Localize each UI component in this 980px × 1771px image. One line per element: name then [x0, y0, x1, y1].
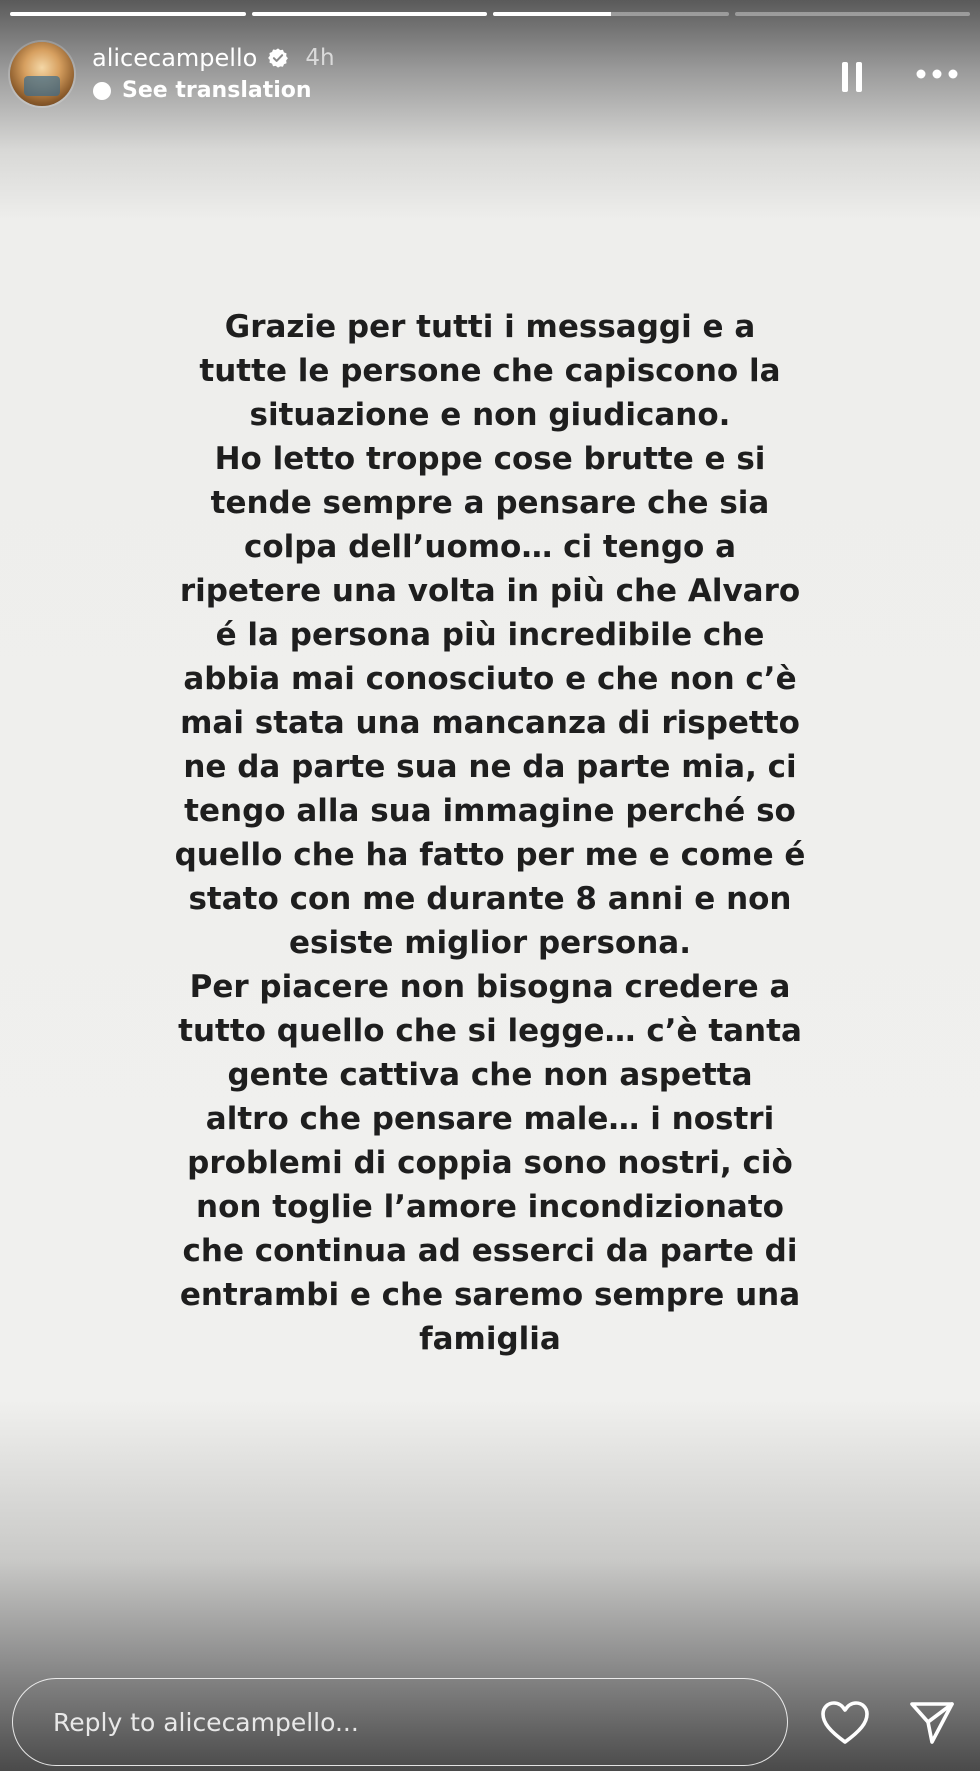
more-dots-icon[interactable]: [914, 64, 960, 84]
username[interactable]: alicecampello: [92, 44, 258, 72]
username-row: [92, 44, 335, 72]
progress-segment-3: [493, 12, 729, 16]
heart-icon[interactable]: [820, 1700, 870, 1746]
avatar[interactable]: [10, 42, 74, 106]
post-time: 4h: [305, 45, 335, 71]
send-icon[interactable]: [908, 1700, 956, 1746]
globe-icon: [92, 81, 112, 101]
pause-icon[interactable]: [840, 60, 864, 94]
story-text: Grazie per tutti i messaggi e a tutte le persone che capiscono la situazione e non giudicano. Ho letto troppe cose brutte e si tende sempre a pensare che sia colpa dell’uomo… ci tengo a ripetere una volta in più che Alvaro é la persona più incredibile che abbia mai conosciuto e che non c’è mai stata una mancanza di rispetto ne da parte sua ne da parte mia, ci tengo alla sua immagine perché so quello che ha fatto per me e come é stato con me durante 8 anni e non esiste miglior persona. Per piacere non bisogna credere a tutto quello che si legge… c’è tanta gente cattiva che non aspetta altro che pensare male… i nostri problemi di coppia sono nostri, ciò non toglie l’amore incondizionato che continua ad esserci da parte di entrambi e che saremo sempre una famiglia: [174, 309, 806, 1357]
see-translation-label: See translation: [122, 78, 312, 103]
progress-segment-2: [252, 12, 488, 16]
reply-input[interactable]: [12, 1678, 788, 1766]
story-header: [10, 40, 960, 112]
see-translation-link[interactable]: [92, 78, 312, 103]
story-progress-bars: [10, 12, 970, 17]
progress-segment-1: [10, 12, 246, 16]
progress-segment-4: [735, 12, 971, 16]
reply-placeholder: Reply to alicecampello...: [53, 1707, 359, 1737]
verified-badge-icon: [267, 47, 289, 69]
